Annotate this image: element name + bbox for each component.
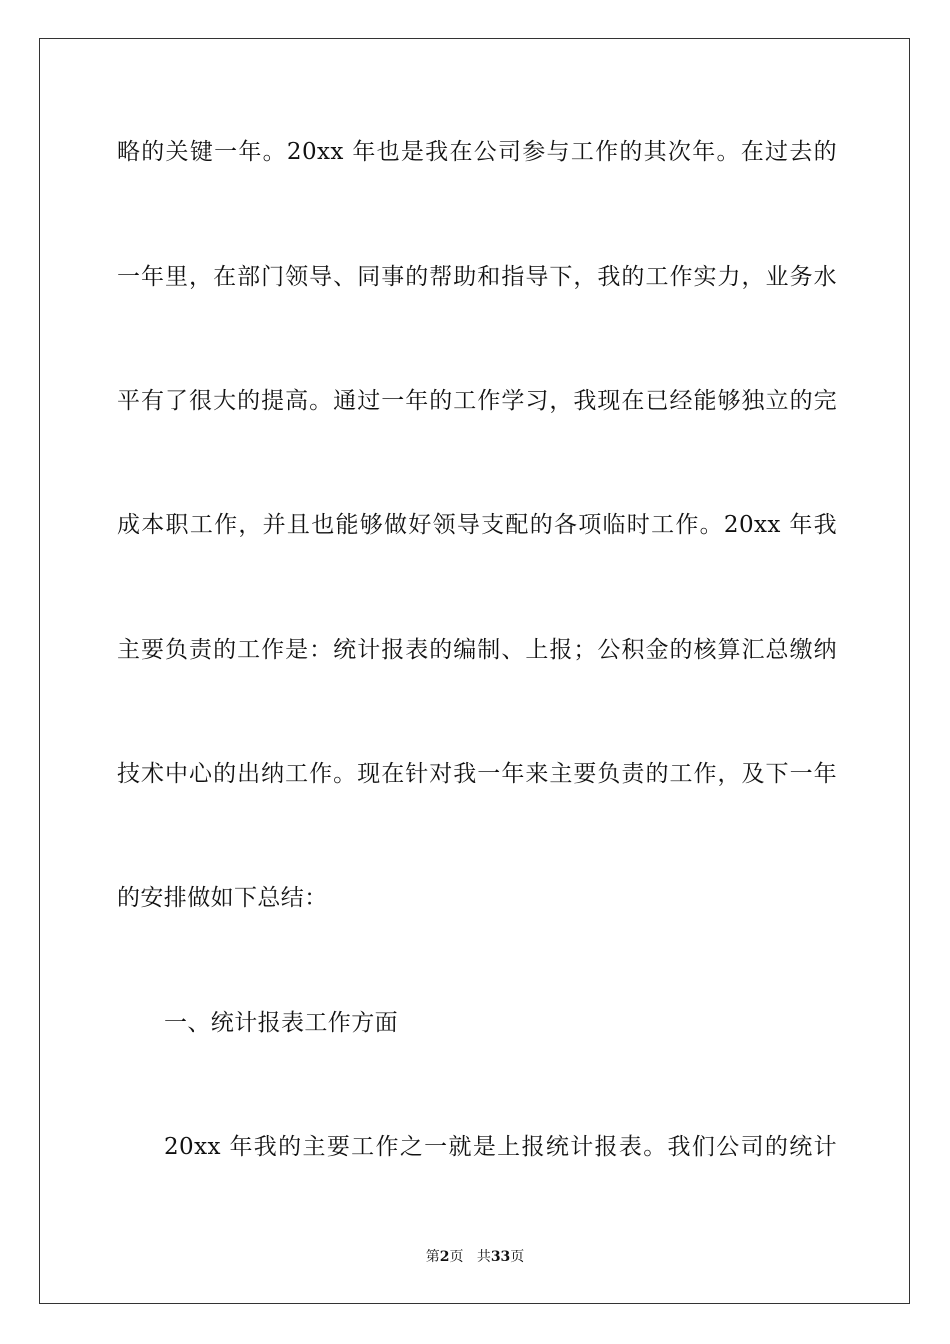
- footer-total-pages: 33: [490, 1249, 511, 1265]
- footer-total-prefix: 共: [476, 1249, 491, 1265]
- body-line-5: 主要负责的工作是：统计报表的编制、上报；公积金的核算汇总缴纳: [117, 637, 837, 663]
- body-line-1: 略的关键一年。20xx 年也是我在公司参与工作的其次年。在过去的: [117, 139, 837, 165]
- page-border: [39, 38, 910, 1304]
- body-line-7: 的安排做如下总结：: [117, 885, 328, 911]
- page-footer: [0, 1248, 950, 1266]
- footer-total-suffix: 页: [510, 1249, 525, 1265]
- body-line-3: 平有了很大的提高。通过一年的工作学习，我现在已经能够独立的完: [117, 388, 837, 414]
- section-paragraph-line-1: 20xx 年我的主要工作之一就是上报统计报表。我们公司的统计: [164, 1134, 837, 1160]
- body-line-6: 技术中心的出纳工作。现在针对我一年来主要负责的工作，及下一年: [117, 761, 837, 787]
- footer-page-number: 2: [439, 1249, 450, 1265]
- body-line-2: 一年里，在部门领导、同事的帮助和指导下，我的工作实力，业务水: [117, 264, 837, 290]
- footer-page-prefix: 第: [425, 1249, 440, 1265]
- footer-page-suffix: 页: [449, 1249, 464, 1265]
- body-line-4: 成本职工作，并且也能够做好领导支配的各项临时工作。20xx 年我: [117, 512, 837, 538]
- section-heading: 一、统计报表工作方面: [164, 1010, 398, 1036]
